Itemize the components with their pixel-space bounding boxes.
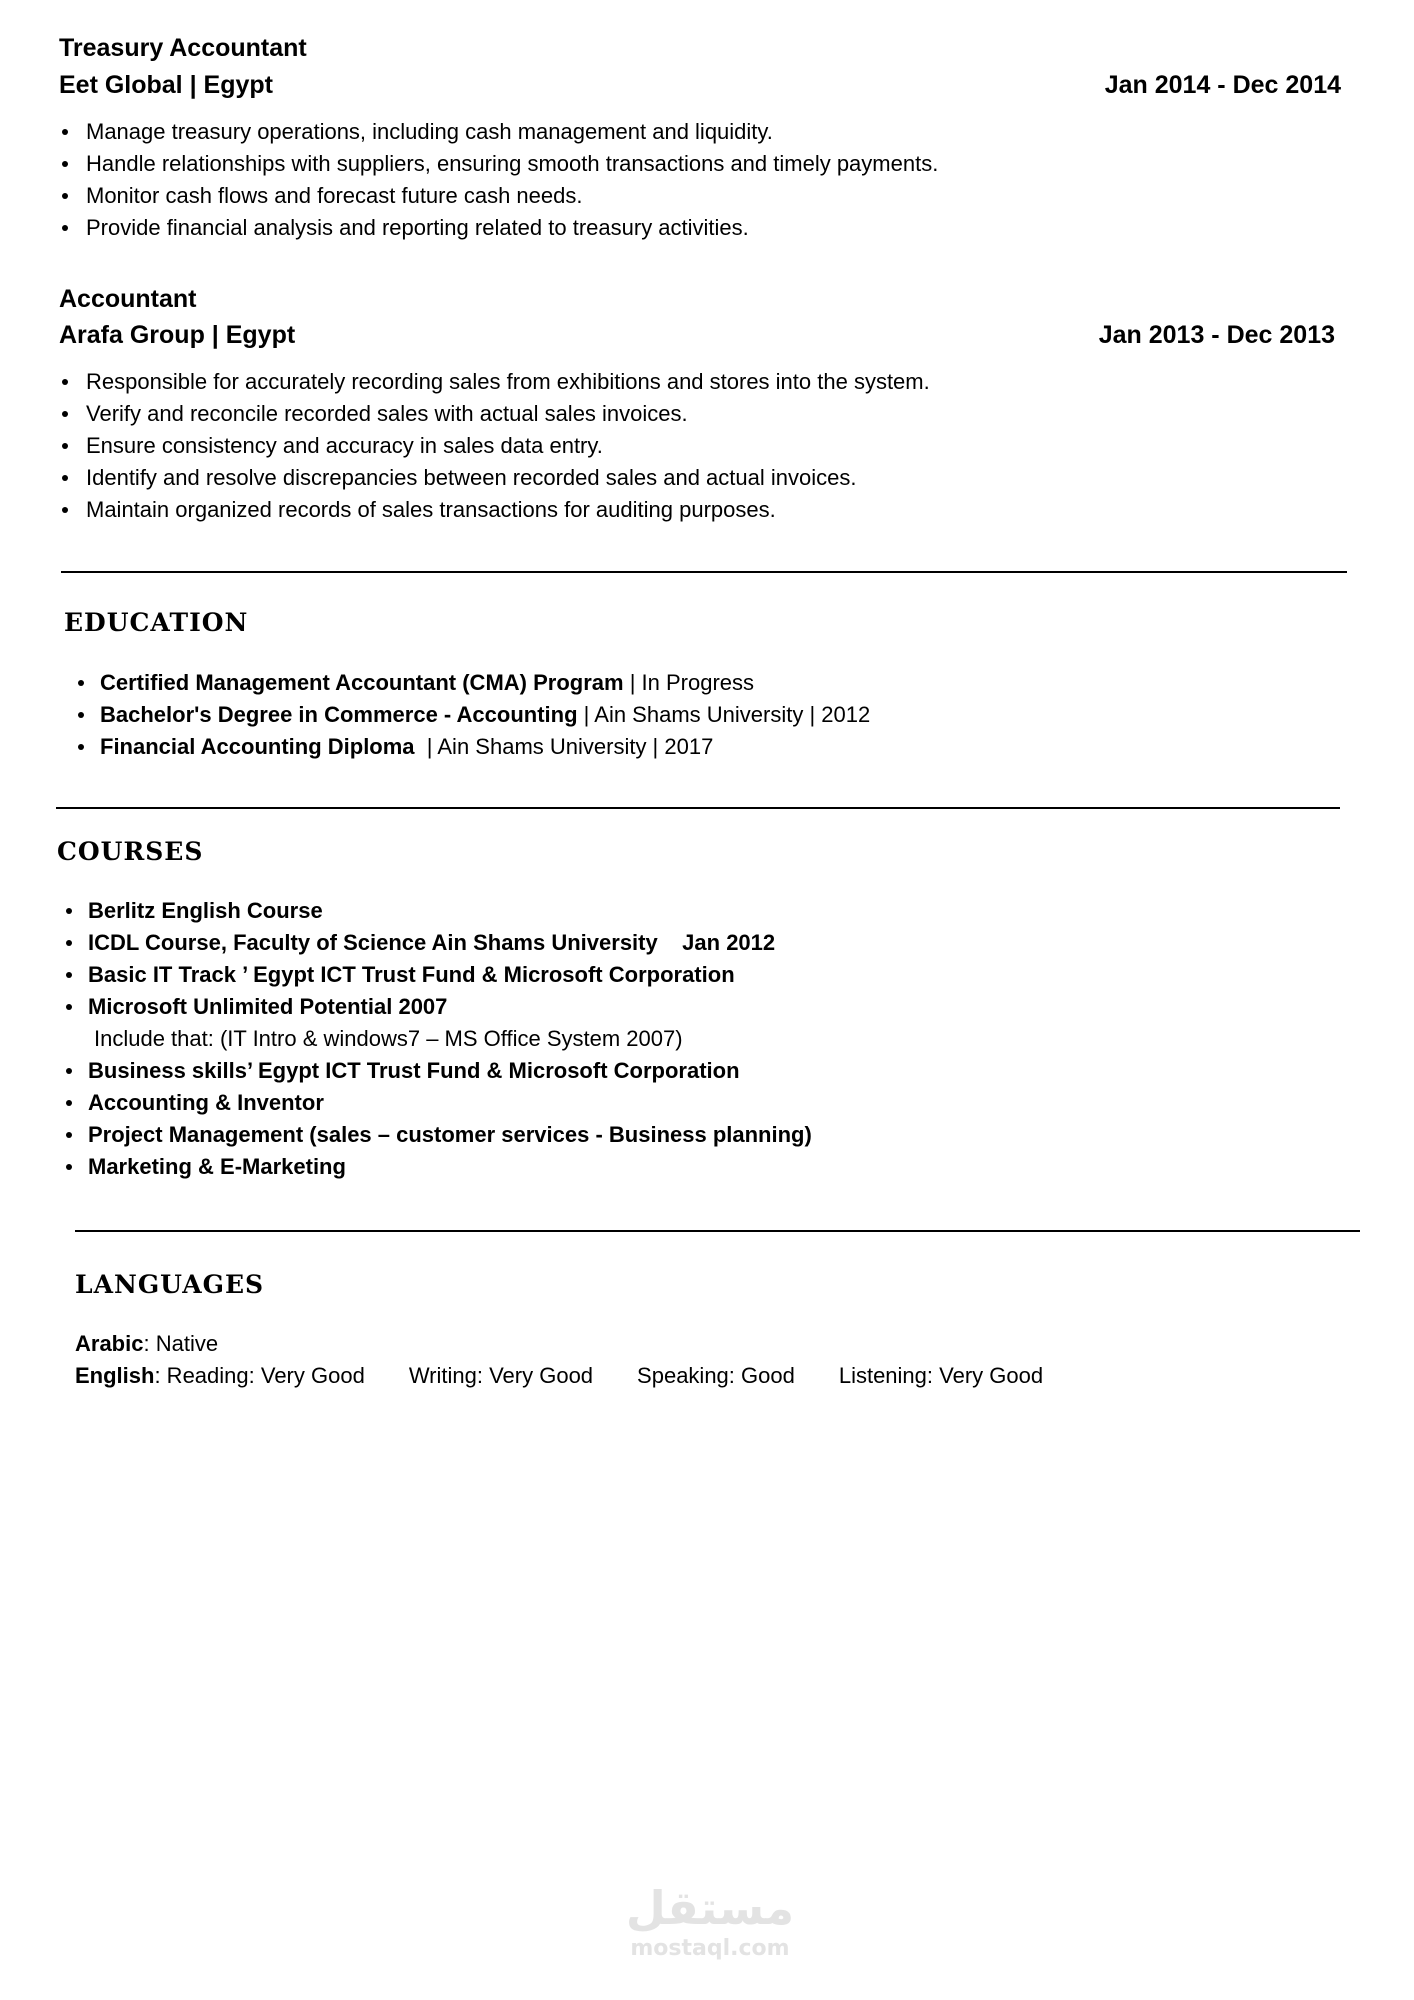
bullet-icon	[66, 1164, 72, 1170]
bullet-icon	[62, 193, 68, 199]
language-arabic: Arabic: Native	[75, 1331, 219, 1356]
bullet-icon	[62, 129, 68, 135]
education-list	[100, 667, 870, 763]
section-divider	[61, 571, 1347, 573]
bullet-icon	[66, 940, 72, 946]
bullet-icon	[62, 225, 68, 231]
job-dates: Jan 2014 - Dec 2014	[1104, 71, 1341, 99]
list-item: Monitor cash flows and forecast future cash needs.	[86, 180, 938, 212]
list-item: Manage treasury operations, including cash management and liquidity.	[86, 116, 938, 148]
job-company: Arafa Group | Egypt	[59, 321, 296, 349]
bullet-icon	[78, 712, 84, 718]
list-item: Verify and reconcile recorded sales with actual sales invoices.	[86, 398, 930, 430]
list-item: Microsoft Unlimited Potential 2007	[88, 991, 812, 1023]
list-item: Basic IT Track ’ Egypt ICT Trust Fund & Microsoft Corporation	[88, 959, 812, 991]
bullet-icon	[66, 972, 72, 978]
list-item: Ensure consistency and accuracy in sales data entry.	[86, 430, 930, 462]
list-item: Financial Accounting Diploma | Ain Shams University | 2017	[100, 731, 870, 763]
job-bullet-list	[86, 116, 938, 244]
bullet-icon	[66, 1068, 72, 1074]
section-divider	[75, 1230, 1360, 1232]
list-item-note: Include that: (IT Intro & windows7 – MS Office System 2007)	[94, 1026, 683, 1051]
section-title-courses: COURSES	[57, 837, 204, 866]
bullet-icon	[62, 475, 68, 481]
section-title-education: EDUCATION	[64, 608, 249, 637]
bullet-icon	[62, 379, 68, 385]
list-item: Maintain organized records of sales transactions for auditing purposes.	[86, 494, 930, 526]
courses-list	[88, 895, 812, 1183]
bullet-icon	[66, 908, 72, 914]
mostaql-watermark	[610, 1880, 810, 1962]
list-item: Accounting & Inventor	[88, 1087, 812, 1119]
bullet-icon	[62, 443, 68, 449]
job-bullet-list	[86, 366, 930, 526]
language-english: English: Reading: Very Good Writing: Very Good Speaking: Good Listening: Very Good	[75, 1363, 1044, 1388]
job-title: Treasury Accountant	[59, 34, 307, 62]
bullet-icon	[62, 161, 68, 167]
bullet-icon	[62, 507, 68, 513]
job-company: Eet Global | Egypt	[59, 71, 273, 99]
list-item: Provide financial analysis and reporting related to treasury activities.	[86, 212, 938, 244]
list-item: Project Management (sales – customer services - Business planning)	[88, 1119, 812, 1151]
bullet-icon	[66, 1004, 72, 1010]
list-item: Berlitz English Course	[88, 895, 812, 927]
list-item: Responsible for accurately recording sales from exhibitions and stores into the system.	[86, 366, 930, 398]
list-item: Marketing & E-Marketing	[88, 1151, 812, 1183]
list-item: ICDL Course, Faculty of Science Ain Shams University Jan 2012	[88, 927, 812, 959]
job-dates: Jan 2013 - Dec 2013	[1098, 321, 1335, 349]
watermark-site: mostaql.com	[630, 1936, 790, 1961]
bullet-icon	[66, 1132, 72, 1138]
list-item: Handle relationships with suppliers, ensuring smooth transactions and timely payments.	[86, 148, 938, 180]
list-item: Certified Management Accountant (CMA) Program | In Progress	[100, 667, 870, 699]
bullet-icon	[78, 680, 84, 686]
bullet-icon	[62, 411, 68, 417]
section-title-languages: LANGUAGES	[75, 1270, 265, 1299]
bullet-icon	[66, 1100, 72, 1106]
bullet-icon	[78, 744, 84, 750]
list-item: Identify and resolve discrepancies between recorded sales and actual invoices.	[86, 462, 930, 494]
list-item: Bachelor's Degree in Commerce - Accounting | Ain Shams University | 2012	[100, 699, 870, 731]
list-item: Business skills’ Egypt ICT Trust Fund & Microsoft Corporation	[88, 1055, 812, 1087]
job-title: Accountant	[59, 285, 197, 313]
section-divider	[56, 807, 1340, 809]
mostaql-logo: مستقل	[625, 1881, 795, 1935]
